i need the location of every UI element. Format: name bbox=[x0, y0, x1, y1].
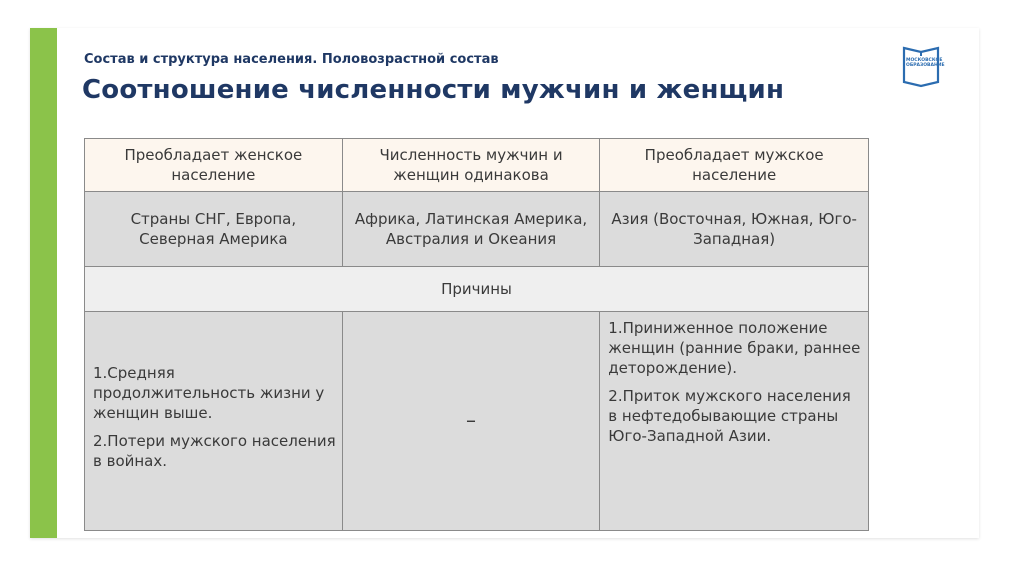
population-ratio-table bbox=[84, 138, 869, 531]
regions-male: Азия (Восточная, Южная, Юго-Западная) bbox=[600, 192, 869, 267]
header-equal: Численность мужчин и женщин одинакова bbox=[342, 139, 600, 192]
table-header-row bbox=[85, 139, 869, 192]
reasons-male bbox=[600, 312, 869, 531]
reasons-label-row bbox=[85, 267, 869, 312]
slide-title: Соотношение численности мужчин и женщин bbox=[82, 75, 785, 105]
logo-line-1: МОСКОВСКОЕ bbox=[906, 58, 943, 63]
slide bbox=[30, 28, 979, 538]
regions-female: Страны СНГ, Европа, Северная Америка bbox=[85, 192, 343, 267]
slide-subtitle: Состав и структура населения. Половозрастной состав bbox=[84, 52, 499, 67]
reasons-label: Причины bbox=[85, 267, 869, 312]
moscow-education-logo bbox=[901, 42, 945, 88]
regions-row bbox=[85, 192, 869, 267]
reasons-equal bbox=[342, 312, 600, 531]
reason-equal-dash: – bbox=[466, 408, 477, 432]
header-male: Преобладает мужское население bbox=[600, 139, 869, 192]
reason-female-2: 2.Потери мужского населения в войнах. bbox=[93, 432, 336, 470]
reason-female-1: 1.Средняя продолжительность жизни у женщин выше. bbox=[93, 364, 325, 422]
header-female: Преобладает женское население bbox=[85, 139, 343, 192]
regions-equal: Африка, Латинская Америка, Австралия и Океания bbox=[342, 192, 600, 267]
reasons-female bbox=[85, 312, 343, 531]
reasons-row bbox=[85, 312, 869, 531]
reason-male-2: 2.Приток мужского населения в нефтедобывающие страны Юго-Западной Азии. bbox=[608, 387, 851, 445]
accent-bar bbox=[30, 28, 57, 538]
logo-line-2: ОБРАЗОВАНИЕ bbox=[906, 63, 945, 68]
logo-text bbox=[906, 58, 945, 68]
reason-male-1: 1.Приниженное положение женщин (ранние браки, раннее деторождение). bbox=[608, 319, 861, 377]
